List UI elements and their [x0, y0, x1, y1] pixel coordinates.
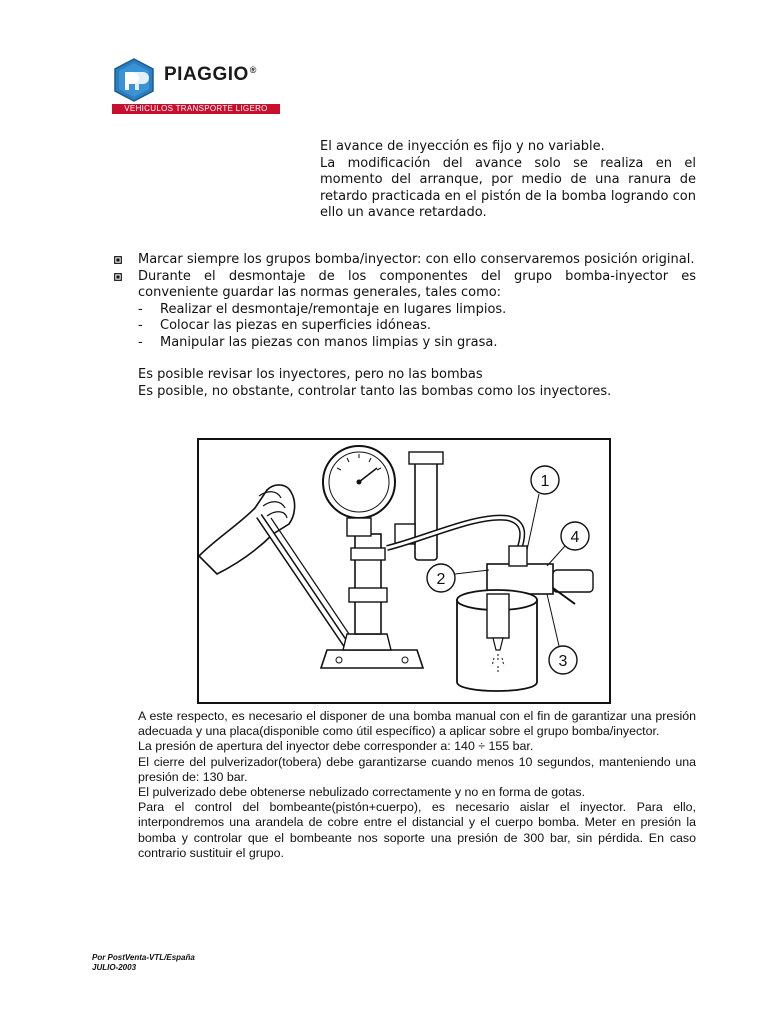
notes [114, 367, 696, 400]
callout-1: 1 [540, 473, 550, 490]
square-bullet-icon [114, 273, 122, 281]
callout-2: 2 [436, 571, 446, 588]
dash-marker: - [138, 318, 143, 333]
footer-author: Por PostVenta-VTL/España [92, 953, 195, 962]
footer-date: JULIO-2003 [92, 963, 137, 972]
body-text [138, 709, 696, 861]
note-line: Es posible, no obstante, controlar tanto las bombas como los inyectores. [138, 383, 612, 399]
body-paragraph: A este respecto, es necesario el disponer de una bomba manual con el fin de garantizar una presión adecuada y una placa(disponible como útil específico) a aplicar sobre el grupo bomba/inyector. [138, 709, 696, 739]
injector-test-figure [197, 438, 611, 704]
body-paragraph: Para el control del bombeante(pistón+cuerpo), es necesario aislar el inyector. Para ello, interpondremos una arandela de cobre entre el distancial y el cuerpo bomba. Meter en presión la bomba y controlar que el bombeante nos soporte una presión de 300 bar, sin pérdida. En caso contrario sustituir el grupo. [138, 800, 696, 860]
callout-3: 3 [558, 653, 568, 670]
piaggio-shield-icon [112, 58, 156, 102]
dash-item [138, 302, 696, 319]
bullet-item [114, 252, 696, 269]
footer [92, 953, 195, 973]
dash-list [138, 302, 696, 352]
brand-name: PIAGGIO® [164, 64, 257, 85]
piaggio-logo [112, 58, 282, 116]
body-paragraph: El cierre del pulverizador(tobera) debe garantizarse cuando menos 10 segundos, manteniendo una presión de: 130 bar. [138, 754, 696, 784]
body-paragraph: El pulverizado debe obtenerse nebulizado correctamente y no en forma de gotas. [138, 785, 586, 800]
note-line: Es posible revisar los inyectores, pero no las bombas [138, 367, 483, 382]
intro-line: La modificación del avance solo se realiza en el momento del arranque, por medio de una ranura de retardo practicada en el pistón de la bomba logrando con ello un avance retardado. [320, 155, 696, 220]
bullet-text: Marcar siempre los grupos bomba/inyector: con ello conservaremos posición original. [138, 252, 695, 267]
body-paragraph: La presión de apertura del inyector debe corresponder a: 140 ÷ 155 bar. [138, 739, 534, 754]
intro-paragraph [320, 139, 696, 222]
dash-marker: - [138, 301, 143, 317]
bullet-text: Durante el desmontaje de los componentes del grupo bomba-inyector es conveniente guardar las normas generales, tales como: [138, 268, 696, 300]
dash-text: Colocar las piezas en superficies idóneas. [160, 318, 431, 333]
dash-marker: - [138, 334, 143, 350]
dash-text: Realizar el desmontaje/remontaje en lugares limpios. [160, 301, 507, 317]
bullet-item [114, 269, 696, 352]
square-bullet-icon [114, 256, 122, 264]
callout-4: 4 [570, 529, 580, 546]
dash-text: Manipular las piezas con manos limpias y sin grasa. [160, 334, 498, 350]
intro-line: El avance de inyección es fijo y no variable. [320, 139, 605, 154]
dash-item [138, 335, 696, 352]
brand-subtitle: VEHICULOS TRANSPORTE LIGERO [112, 104, 280, 114]
dash-item [138, 318, 696, 335]
bullet-list [114, 252, 696, 400]
